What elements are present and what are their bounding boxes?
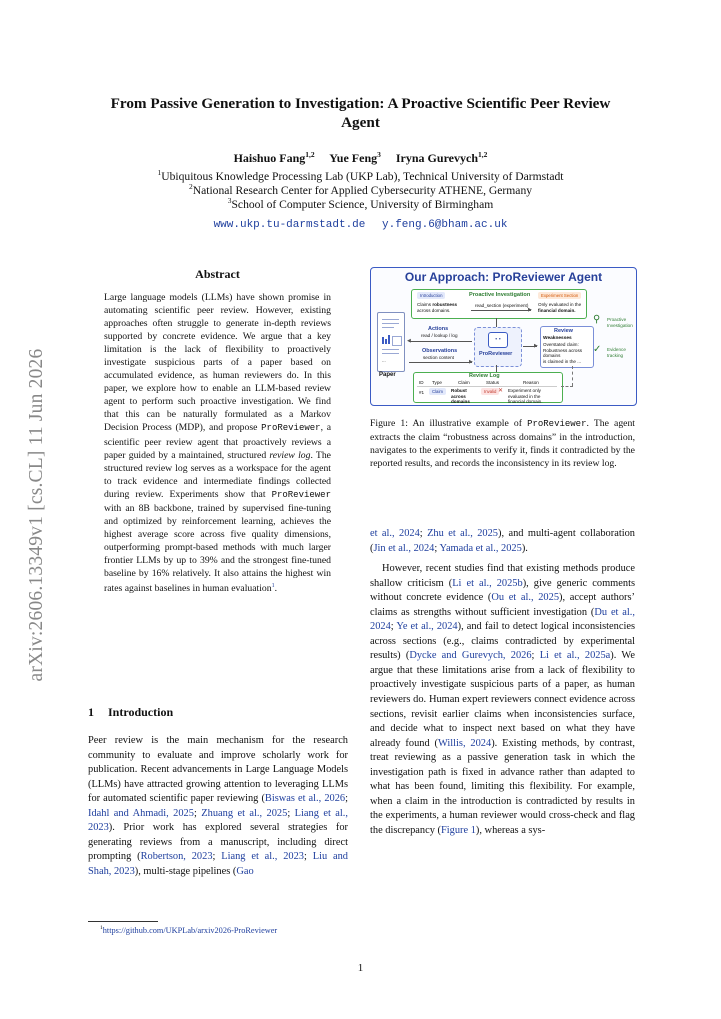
investigation-label: Proactive Investigation xyxy=(469,292,531,298)
citation-link[interactable]: Idahl and Ahmadi, 2025 xyxy=(88,807,194,819)
section-heading: 1 Introduction xyxy=(88,705,174,719)
contact-links xyxy=(90,219,631,231)
experiment-tag: Experiment Section xyxy=(538,292,581,299)
arrow-line xyxy=(409,341,472,342)
page-number: 1 xyxy=(357,962,364,974)
arrow-head-icon: ▶ xyxy=(469,359,473,365)
citation-link[interactable]: Jin et al., 2024 xyxy=(373,542,435,554)
affiliation: $^3$School of Computer Science, University of Birmingham xyxy=(227,196,494,211)
citation-link[interactable]: Liang et al., 2023 xyxy=(88,807,348,834)
author: Iryna Gurevych$^{1,2}$ xyxy=(395,150,488,165)
abstract-text: Large language models (LLMs) have shown promise in automating scientific peer review. However, existing approaches often struggle to generate in-depth reviews supported by concrete evidence. We argue that a key limitation is the lack of flexibility to proactively investigate suspicious parts of a paper based on accumulated evidence, as human reviewers do. In this paper, we explore how to enable an LLM-based review agent to perform such proactive investigation. We find that this can be naturally formulated as a Markov Decision Process (MDP), and propose ProReviewer, a scientific peer review agent that proactively reviews a paper guided by a maintained, structured review log. The structured review log serves as a workspace for the agent to track evidence and intermediate findings collected during review. Experiments show that ProReviewer with an 8B backbone, trained by supervised fine-tuning and optimized by reinforcement learning, achieves the highest average score across five quality dimensions, outperforming prompt-based methods with much larger frontier LLMs by up to 39% and the strongest fine-tuned baseline by 16% relatively. It also attains the highest win rates against baselines in human evaluation$^1$. xyxy=(104,292,331,595)
table-divider xyxy=(417,386,557,387)
intro-paragraph: Peer review is the main mechanism for the research community to evaluate and improve scholarly work for publication. Recent advancements in Large Language Models (LLMs) have attracted growing attention to leveraging LLMs for automated scientific paper reviewing (Biswas et al., 2026; Idahl and Ahmadi, 2025; Zhuang et al., 2025; Liang et al., 2023). Prior work has explored several strategies for generating reviews from a manuscript, including direct prompting (Robertson, 2023; Liang et al., 2023; Liu and Shah, 2023), multi-stage pipelines (Gao xyxy=(88,735,348,877)
citation-link[interactable]: Liang et al., 2023 xyxy=(221,851,304,863)
citation-link[interactable]: Ye et al., 2024 xyxy=(396,621,458,633)
footnote-divider xyxy=(88,921,158,922)
arrow-head-icon: ◀ xyxy=(407,338,411,344)
citation-link[interactable]: Li et al., 2025b xyxy=(452,577,523,589)
citation-link[interactable]: Liu and Shah, 2023 xyxy=(88,851,348,877)
figure-title: Our Approach: ProReviewer Agent xyxy=(404,270,603,284)
citation-link[interactable]: Willis, 2024 xyxy=(437,737,492,749)
arxiv-stamp-text: arXiv:2606.13349v1 [cs.CL] 11 Jun 2026 xyxy=(26,348,47,682)
experiment-note: Only evaluated in the financial domain. xyxy=(538,302,582,313)
author-list xyxy=(90,150,631,166)
citation-link[interactable]: Yamada et al., 2025 xyxy=(439,542,522,554)
citation-link[interactable]: Robertson, 2023 xyxy=(140,851,213,863)
search-icon: ⚲ xyxy=(593,314,601,325)
arrow-head-icon: ▶ xyxy=(528,307,532,313)
paragraph: et al., 2024; Zhu et al., 2025), and multi-agent collaboration (Jin et al., 2024; Yamada et al., 2025). xyxy=(370,528,635,554)
review-label: Review xyxy=(554,328,573,334)
arrow-line xyxy=(572,366,574,386)
github-link[interactable]: https://github.com/UKPLab/arxiv2026-ProReviewer xyxy=(102,925,278,935)
review-log-title: Review Log xyxy=(469,373,500,379)
citation-link[interactable]: Du et al., 2024 xyxy=(370,606,635,633)
figure-caption: Figure 1: An illustrative example of ProReviewer. The agent extracts the claim “robustness across domains” in the introduction, navigates to the experiments to verify it, finds it contradicted by the reported results, and records the inconsistency in its review log. xyxy=(370,418,635,470)
email-link[interactable]: y.feng.6@bham.ac.uk xyxy=(382,219,508,231)
affiliation: $^2$National Research Center for Applied Cybersecurity ATHENE, Germany xyxy=(188,182,533,197)
citation-link[interactable]: Ou et al., 2025 xyxy=(491,592,560,604)
citation-link[interactable]: et al., 2024 xyxy=(370,528,420,539)
actions-sublabel: read / lookup / log xyxy=(421,333,458,338)
paper-title: From Passive Generation to Investigation: A Proactive Scientific Peer Review Agent xyxy=(110,95,611,131)
arrow-line xyxy=(496,318,497,327)
arrow-line xyxy=(561,386,573,388)
weakness-text: Overstated claim: Robustness across domains is claimed in the ... xyxy=(543,342,583,364)
affiliation: $^1$Ubiquitous Knowledge Processing Lab (UKP Lab), Technical University of Darmstadt xyxy=(157,168,564,183)
citation-link[interactable]: Gao xyxy=(236,865,254,877)
actions-label: Actions xyxy=(428,326,449,332)
right-column-text xyxy=(370,527,635,838)
weaknesses-label: Weaknesses xyxy=(543,336,572,341)
website-link[interactable]: www.ukp.tu-darmstadt.de xyxy=(213,219,366,231)
footnote-marker[interactable]: 1 xyxy=(271,583,275,590)
observations-label: Observations xyxy=(422,348,458,354)
evidence-label: Evidence tracking xyxy=(607,347,626,358)
arxiv-stamp xyxy=(22,300,52,730)
author: Yue Feng$^3$ xyxy=(329,150,381,165)
x-icon: ✕ xyxy=(498,388,504,394)
abstract-heading: Abstract xyxy=(195,267,240,281)
citation-link[interactable]: Zhu et al., 2025 xyxy=(427,528,498,539)
author: Haishuo Fang$^{1,2}$ xyxy=(233,150,315,165)
figure-1: Our Approach: ProReviewer Agent Introduction Proactive Investigation Experiment Section Claims robustness across domains. read_section (experiment) ▶ Only evaluated in the financial domain. ... Paper Actions read / lookup / log ◀ Observations section content ▶ • • ProReviewer ▶ Review Weaknesses Overstated claim: Robustness across domains is claimed in the ... ⚲ Proactive Investigation ✓ Evidence tracking Review Log ID Type Claim Status Reason #1 Claim Robust across domains Invalid ✕ Experiment only evaluated in the financial domain. xyxy=(370,267,637,406)
robot-icon: • • xyxy=(488,332,508,348)
observations-sublabel: section content xyxy=(423,355,454,360)
arrow-head-icon: ▶ xyxy=(534,343,538,349)
intro-tag: Introduction xyxy=(417,292,445,299)
citation-link[interactable]: Li et al., 2025a xyxy=(539,650,611,662)
arrow-line xyxy=(409,362,472,363)
citation-link[interactable]: Dycke and Gurevych, 2026 xyxy=(409,650,532,662)
footnote: $^1$https://github.com/UKPLab/arxiv2026-ProReviewer xyxy=(100,925,278,935)
paper-icon: ... xyxy=(377,312,405,372)
check-circle-icon: ✓ xyxy=(593,344,602,355)
arrow-line xyxy=(471,310,531,311)
figure-reference-link[interactable]: Figure 1 xyxy=(440,824,476,836)
paper-label: Paper xyxy=(379,372,396,378)
citation-link[interactable]: Biswas et al., 2026 xyxy=(264,793,346,805)
intro-claim: Claims robustness across domains. xyxy=(417,302,458,313)
agent-label: ProReviewer xyxy=(479,351,513,357)
citation-link[interactable]: Zhuang et al., 2025 xyxy=(201,807,288,819)
paragraph: However, recent studies find that existing methods produce shallow criticism (Li et al., 2025b), give generic comments without concrete evidence (Ou et al., 2025), accept authors’ claims as strengths without sufficient investigation (Du et al., 2024; Ye et al., 2024), and fail to detect logical inconsistencies across sections (e.g., claims contradicted by experimental results) (Dycke and Gurevych, 2026; Li et al., 2025a). We argue that these limitations arise from a lack of flexibility to proactively investigate suspicious parts of a paper, as human reviewers do. Human expert reviewers connect evidence across sections, revisit earlier claims when inconsistencies surface, and decide what to inspect next based on what they have already found (Willis, 2024). Existing methods, by contrast, treat reviewing as a passive generation task in which the investigation path is fixed in advance rather than adapted to what has been found, limiting this flexibility. For example, when a claim in the introduction is contradicted by results in the experiments, a human reviewer would cross-check and flag the discrepancy (Figure 1), whereas a sys- xyxy=(370,563,636,836)
proactive-label: Proactive Investigation xyxy=(607,317,633,328)
read-action-label: read_section (experiment) xyxy=(475,303,529,308)
